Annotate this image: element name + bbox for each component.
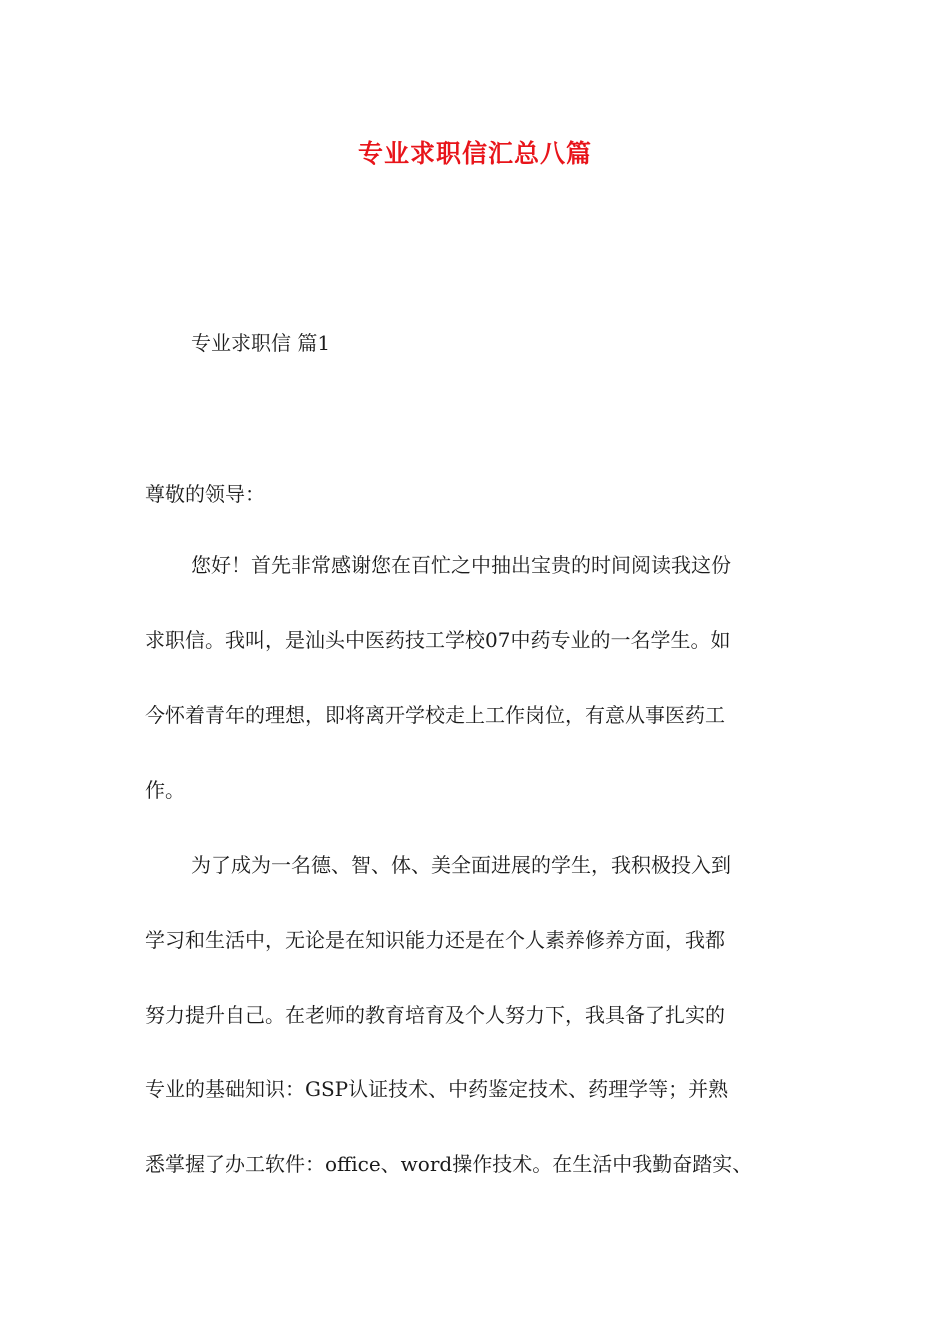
paragraph-line: 作。: [145, 778, 185, 802]
paragraph-line: 今怀着青年的理想，即将离开学校走上工作岗位，有意从事医药工: [145, 703, 725, 727]
paragraph-line: 专业的基础知识：GSP认证技术、中药鉴定技术、药理学等；并熟: [145, 1077, 729, 1101]
paragraph-line: 努力提升自己。在老师的教育培育及个人努力下，我具备了扎实的: [145, 1003, 725, 1027]
paragraph-line: 为了成为一名德、智、体、美全面进展的学生，我积极投入到: [191, 853, 731, 877]
paragraph-line: 求职信。我叫，是汕头中医药技工学校07中药专业的一名学生。如: [145, 628, 731, 652]
paragraph-line: 学习和生活中，无论是在知识能力还是在个人素养修养方面，我都: [145, 928, 725, 952]
paragraph-line: 您好！首先非常感谢您在百忙之中抽出宝贵的时间阅读我这份: [191, 553, 731, 577]
document-title: 专业求职信汇总八篇: [357, 139, 592, 168]
salutation: 尊敬的领导：: [145, 482, 265, 506]
paragraph-line: 悉掌握了办工软件：office、word操作技术。在生活中我勤奋踏实、: [145, 1152, 753, 1176]
section-heading: 专业求职信 篇1: [191, 331, 331, 355]
